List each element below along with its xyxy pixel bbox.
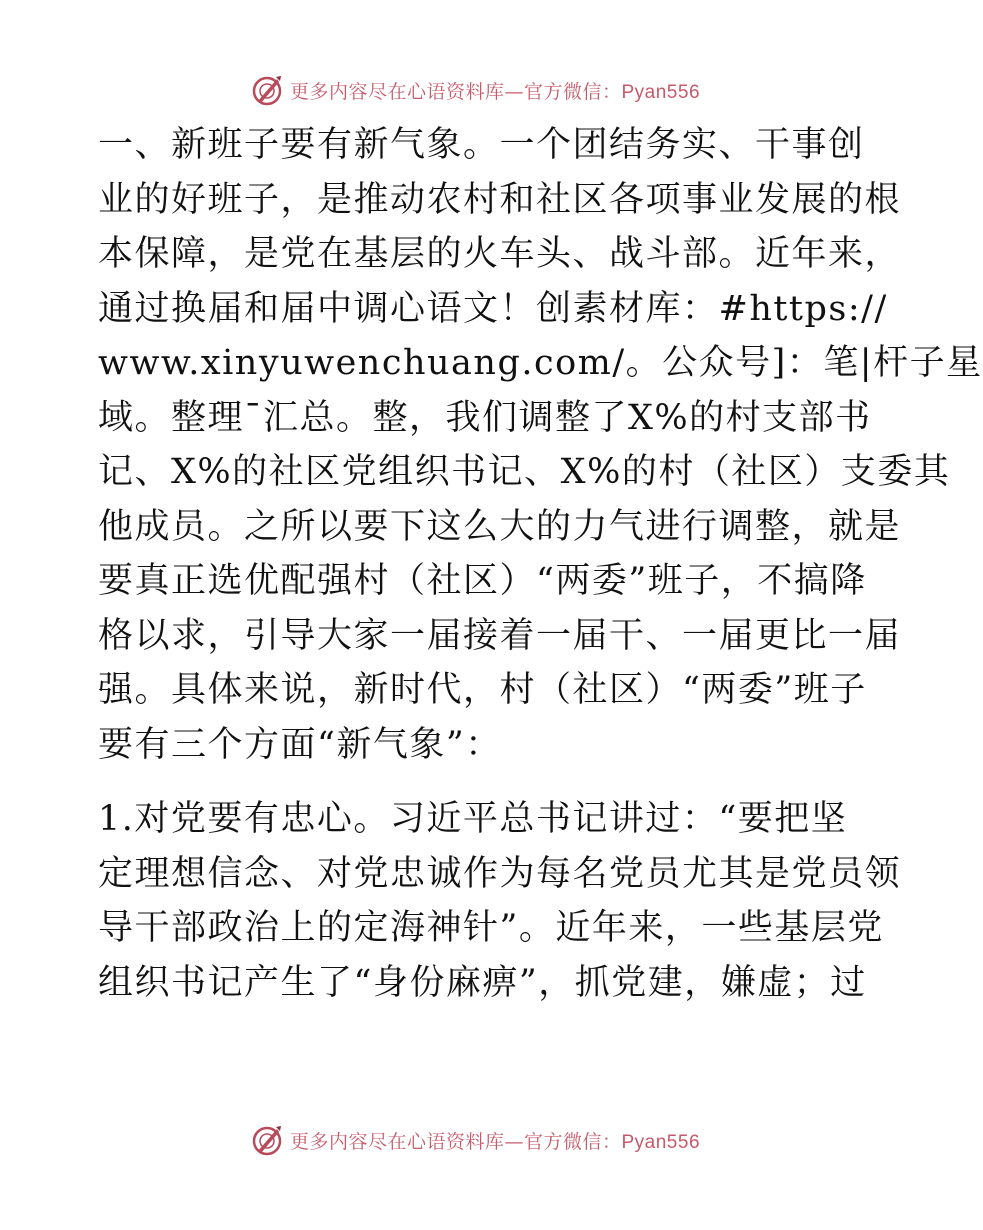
quill-logo-icon [250, 1123, 284, 1157]
watermark-text: 更多内容尽在心语资料库—官方微信： [289, 1130, 622, 1153]
footer-watermark [0, 1120, 950, 1160]
paragraph-2 [98, 792, 902, 1010]
paragraph-1 [98, 118, 983, 772]
text-line: 强。具体来说，新时代，村（社区）“两委”班子 [98, 670, 867, 710]
watermark-text: 更多内容尽在心语资料库—官方微信： [289, 80, 622, 103]
document-body [98, 118, 983, 1010]
text-line: 组织书记产生了“身份麻痹”，抓党建，嫌虚；过 [98, 962, 867, 1003]
text-line: 导干部政治上的定海神针”。近年来，一些基层党 [98, 908, 884, 948]
text-line: 域。整理¯汇总。整，我们调整了X%的村支部书 [98, 397, 872, 438]
text-line: 一、新班子要有新气象。一个团结务实、干事创 [98, 125, 865, 165]
watermark-wechat-id: Pyan556 [621, 81, 701, 103]
text-line: 1.对党要有忠心。习近平总书记讲过：“要把坚 [98, 799, 848, 839]
watermark-wechat-id: Pyan556 [621, 1131, 701, 1153]
text-line: 格以求，引导大家一届接着一届干、一届更比一届 [98, 615, 902, 656]
text-line: 他成员。之所以要下这么大的力气进行调整，就是 [98, 506, 902, 547]
text-line: 本保障，是党在基层的火车头、战斗部。近年来， [98, 234, 902, 274]
header-watermark [0, 70, 950, 110]
text-line: 要真正选优配强村（社区）“两委”班子，不搞降 [98, 561, 867, 601]
text-line: 要有三个方面“新气象”： [98, 724, 502, 765]
text-line: www.xinyuwenchuang.com/。公众号]：笔|杆子星 [98, 343, 983, 383]
text-line: 通过换届和届中调心语文！创素材库：#https:// [98, 288, 888, 329]
text-line: 定理想信念、对党忠诚作为每名党员尤其是党员领 [98, 853, 902, 894]
text-line: 业的好班子，是推动农村和社区各项事业发展的根 [98, 179, 902, 220]
text-line: 记、X%的社区党组织书记、X%的村（社区）支委其 [98, 452, 951, 492]
quill-logo-icon [250, 73, 284, 107]
